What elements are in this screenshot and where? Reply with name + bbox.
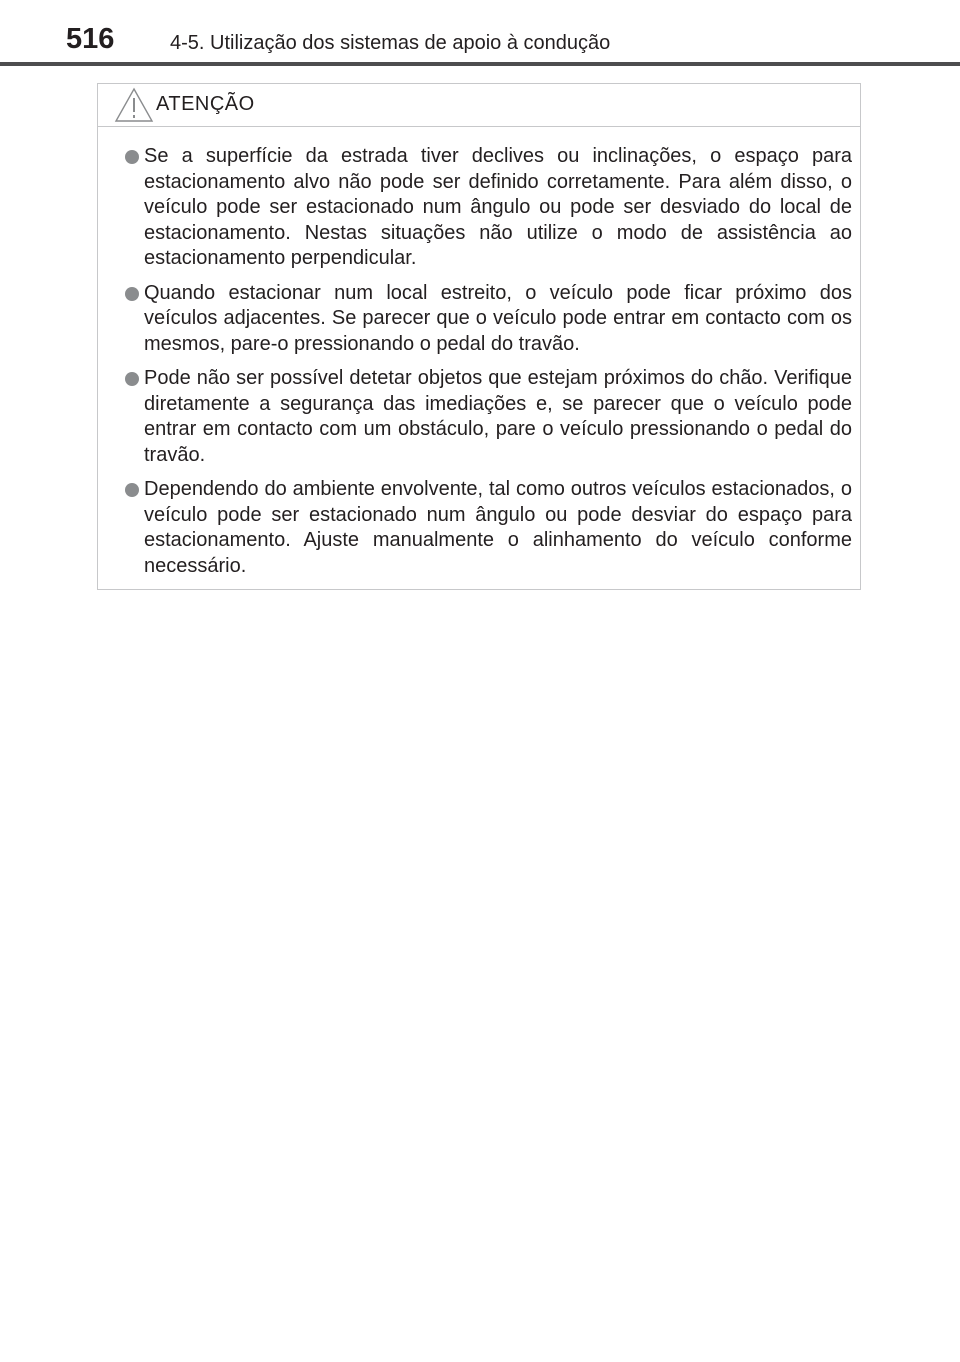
warning-triangle-icon	[114, 87, 154, 123]
list-item	[98, 366, 860, 468]
warning-list	[98, 144, 860, 588]
bullet-icon	[125, 150, 139, 164]
list-item	[98, 144, 860, 272]
warning-header	[98, 84, 860, 127]
warning-item-text: Quando estacionar num local estreito, o veículo pode ficar próximo dos veículos adjacentes. Se parecer que o veículo pode entrar em contacto com os mesmos, pare-o pressionando o pedal do travão.	[144, 281, 852, 355]
section-title: 4-5. Utilização dos sistemas de apoio à condução	[170, 32, 611, 54]
list-item	[98, 477, 860, 579]
warning-heading: ATENÇÃO	[156, 93, 255, 115]
page-header	[0, 0, 960, 66]
list-item	[98, 281, 860, 358]
warning-item-text: Pode não ser possível detetar objetos que estejam próximos do chão. Verifique diretamente a segurança das imediações e, se parecer que o veículo pode entrar em contacto com um obstáculo, pare o veículo pressionando o pedal do travão.	[144, 367, 852, 466]
warning-item-text: Dependendo do ambiente envolvente, tal como outros veículos estacionados, o veículo pode ser estacionado num ângulo ou pode desviar do espaço para estacionamento. Ajuste manualmente o alinhamento do veículo conforme necessário.	[144, 478, 852, 577]
bullet-icon	[125, 287, 139, 301]
bullet-icon	[125, 483, 139, 497]
warning-item-text: Se a superfície da estrada tiver declives ou inclinações, o espaço para estacionamento alvo não pode ser definido corretamente. Para além disso, o veículo pode ser estacionado num ângulo ou pode ser desviado do local de estacionamento. Nestas situações não utilize o modo de assistência ao estacionamento perpendicular.	[144, 145, 852, 269]
page-number: 516	[66, 23, 115, 55]
bullet-icon	[125, 372, 139, 386]
warning-box	[97, 83, 861, 590]
header-rule	[0, 62, 960, 66]
